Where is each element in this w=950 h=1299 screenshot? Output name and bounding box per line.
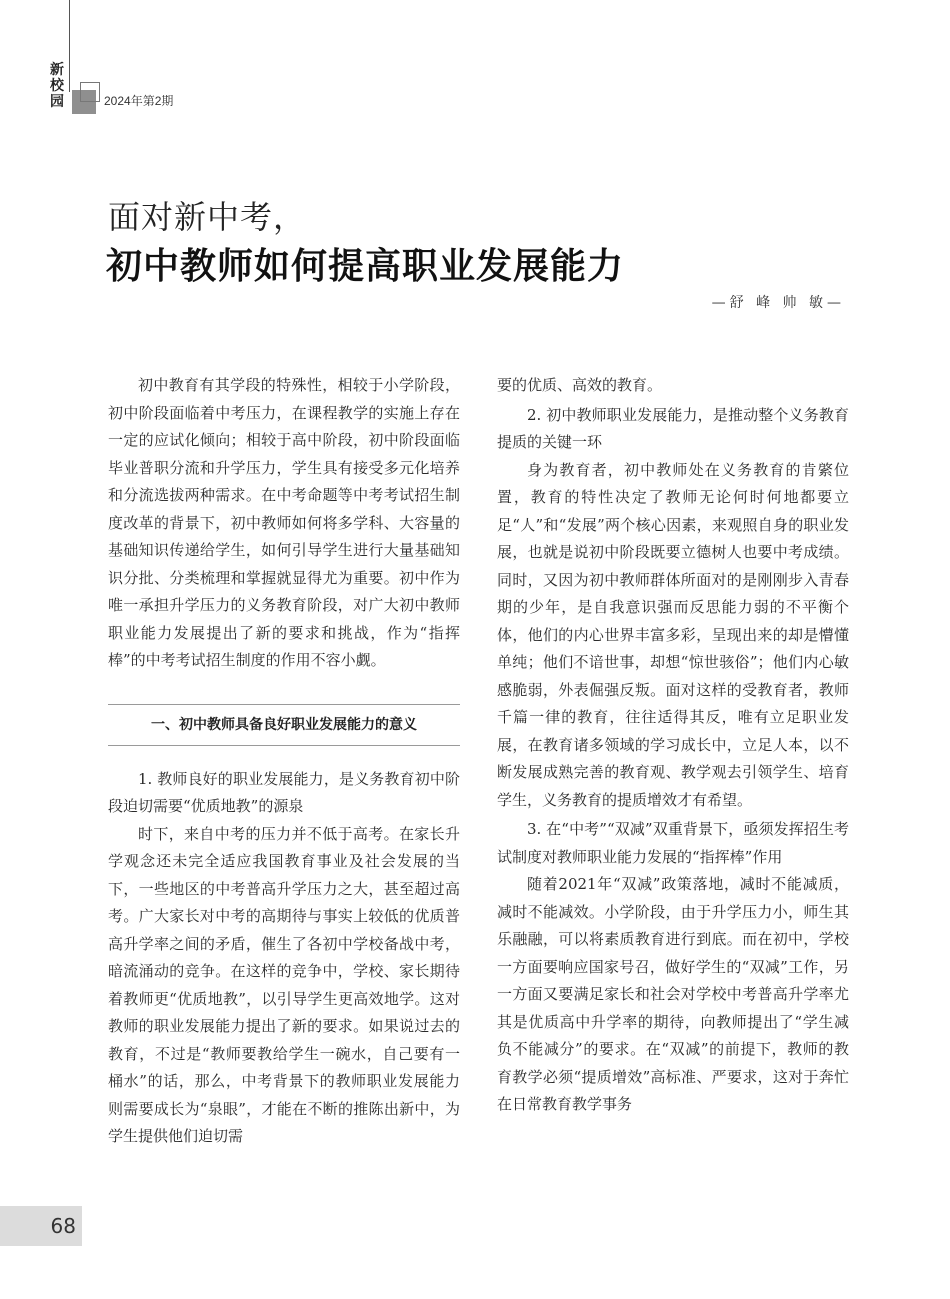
article-title-line1: 面对新中考， bbox=[108, 198, 307, 236]
intro-paragraph: 初中教育有其学段的特殊性，相较于小学阶段，初中阶段面临着中考压力，在课程教学的实施上存在一定的应试化倾向；相较于高中阶段，初中阶段面临毕业普职分流和升学压力，学生具有接受多元化培养和分流选拔两种需求。在中考命题等中考考试招生制度改革的背景下，初中教师如何将多学科、大容量的基础知识传递给学生，如何引导学生进行大量基础知识分批、分类梳理和掌握就显得尤为重要。初中作为唯一承担升学压力的义务教育阶段，对广大初中教师职业能力发展提出了新的要求和挑战，作为“指挥棒”的中考考试招生制度的作用不容小觑。 bbox=[108, 376, 460, 669]
magazine-name: 新校园 bbox=[50, 62, 64, 110]
subheading-3: 3. 在“中考”“双减”双重背景下，亟须发挥招生考试制度对教师职业能力发展的“指挥棒”作用 bbox=[497, 820, 849, 866]
issue-label: 2024年第2期 bbox=[104, 94, 174, 108]
left-column bbox=[108, 372, 460, 1151]
subheading-1: 1. 教师良好的职业发展能力，是义务教育初中阶段迫切需要“优质地教”的源泉 bbox=[108, 769, 460, 815]
section-heading: 一、初中教师具备良好职业发展能力的意义 bbox=[151, 716, 417, 733]
paragraph-2: 身为教育者，初中教师处在义务教育的肯綮位置，教育的特性决定了教师无论何时何地都要立足“人”和“发展”两个核心因素，来观照自身的职业发展，也就是说初中阶段既要立德树人也要中考成绩。同时，又因为初中教师群体所面对的是刚刚步入青春期的少年，是自我意识强而反思能力弱的不平衡个体，他们的内心世界丰富多彩，呈现出来的却是懵懂单纯；他们不谙世事，却想“惊世骇俗”；他们内心敏感脆弱，外表倔强反叛。面对这样的受教育者，教师千篇一律的教育，往往适得其反，唯有立足职业发展，在教育诸多领域的学习成长中，立足人本，以不断发展成熟完善的教育观、教学观去引领学生、培育学生，义务教育的提质增效才有希望。 bbox=[497, 460, 849, 809]
article-title-line2: 初中教师如何提高职业发展能力 bbox=[106, 246, 625, 287]
header-outline-square bbox=[80, 82, 100, 102]
page-number: 68 bbox=[50, 1214, 76, 1238]
paragraph-1: 时下，来自中考的压力并不低于高考。在家长升学观念还未完全适应我国教育事业及社会发展的当下，一些地区的中考普高升学压力之大，甚至超过高考。广大家长对中考的高期待与事实上较低的优质普高升学率之间的矛盾，催生了各初中学校备战中考，暗流涌动的竞争。在这样的竞争中，学校、家长期待着教师更“优质地教”，以引导学生更高效地学。这对教师的职业发展能力提出了新的要求。如果说过去的教育，不过是“教师要教给学生一碗水，自己要有一桶水”的话，那么，中考背景下的教师职业发展能力则需要成长为“泉眼”，才能在不断的推陈出新中，为学生提供他们迫切需 bbox=[108, 824, 460, 1145]
continued-text: 要的优质、高效的教育。 bbox=[497, 376, 663, 394]
subheading-2: 2. 初中教师职业发展能力，是推动整个义务教育提质的关键一环 bbox=[497, 405, 849, 451]
right-column bbox=[497, 372, 849, 1119]
header-vertical-rule bbox=[69, 0, 70, 92]
page-number-box bbox=[0, 1206, 82, 1246]
article-author: —舒 峰 帅 敏— bbox=[711, 295, 845, 311]
paragraph-3: 随着2021年“双减”政策落地，减时不能减质，减时不能减效。小学阶段，由于升学压力小，师生其乐融融，可以将素质教育进行到底。而在初中，学校一方面要响应国家号召，做好学生的“双减”工作，另一方面又要满足家长和社会对学校中考普高升学率尤其是优质高中升学率的期待，向教师提出了“学生减负不能减分”的要求。在“双减”的前提下，教师的教育教学必须“提质增效”高标准、严要求，这对于奔忙在日常教育教学事务 bbox=[497, 875, 849, 1113]
